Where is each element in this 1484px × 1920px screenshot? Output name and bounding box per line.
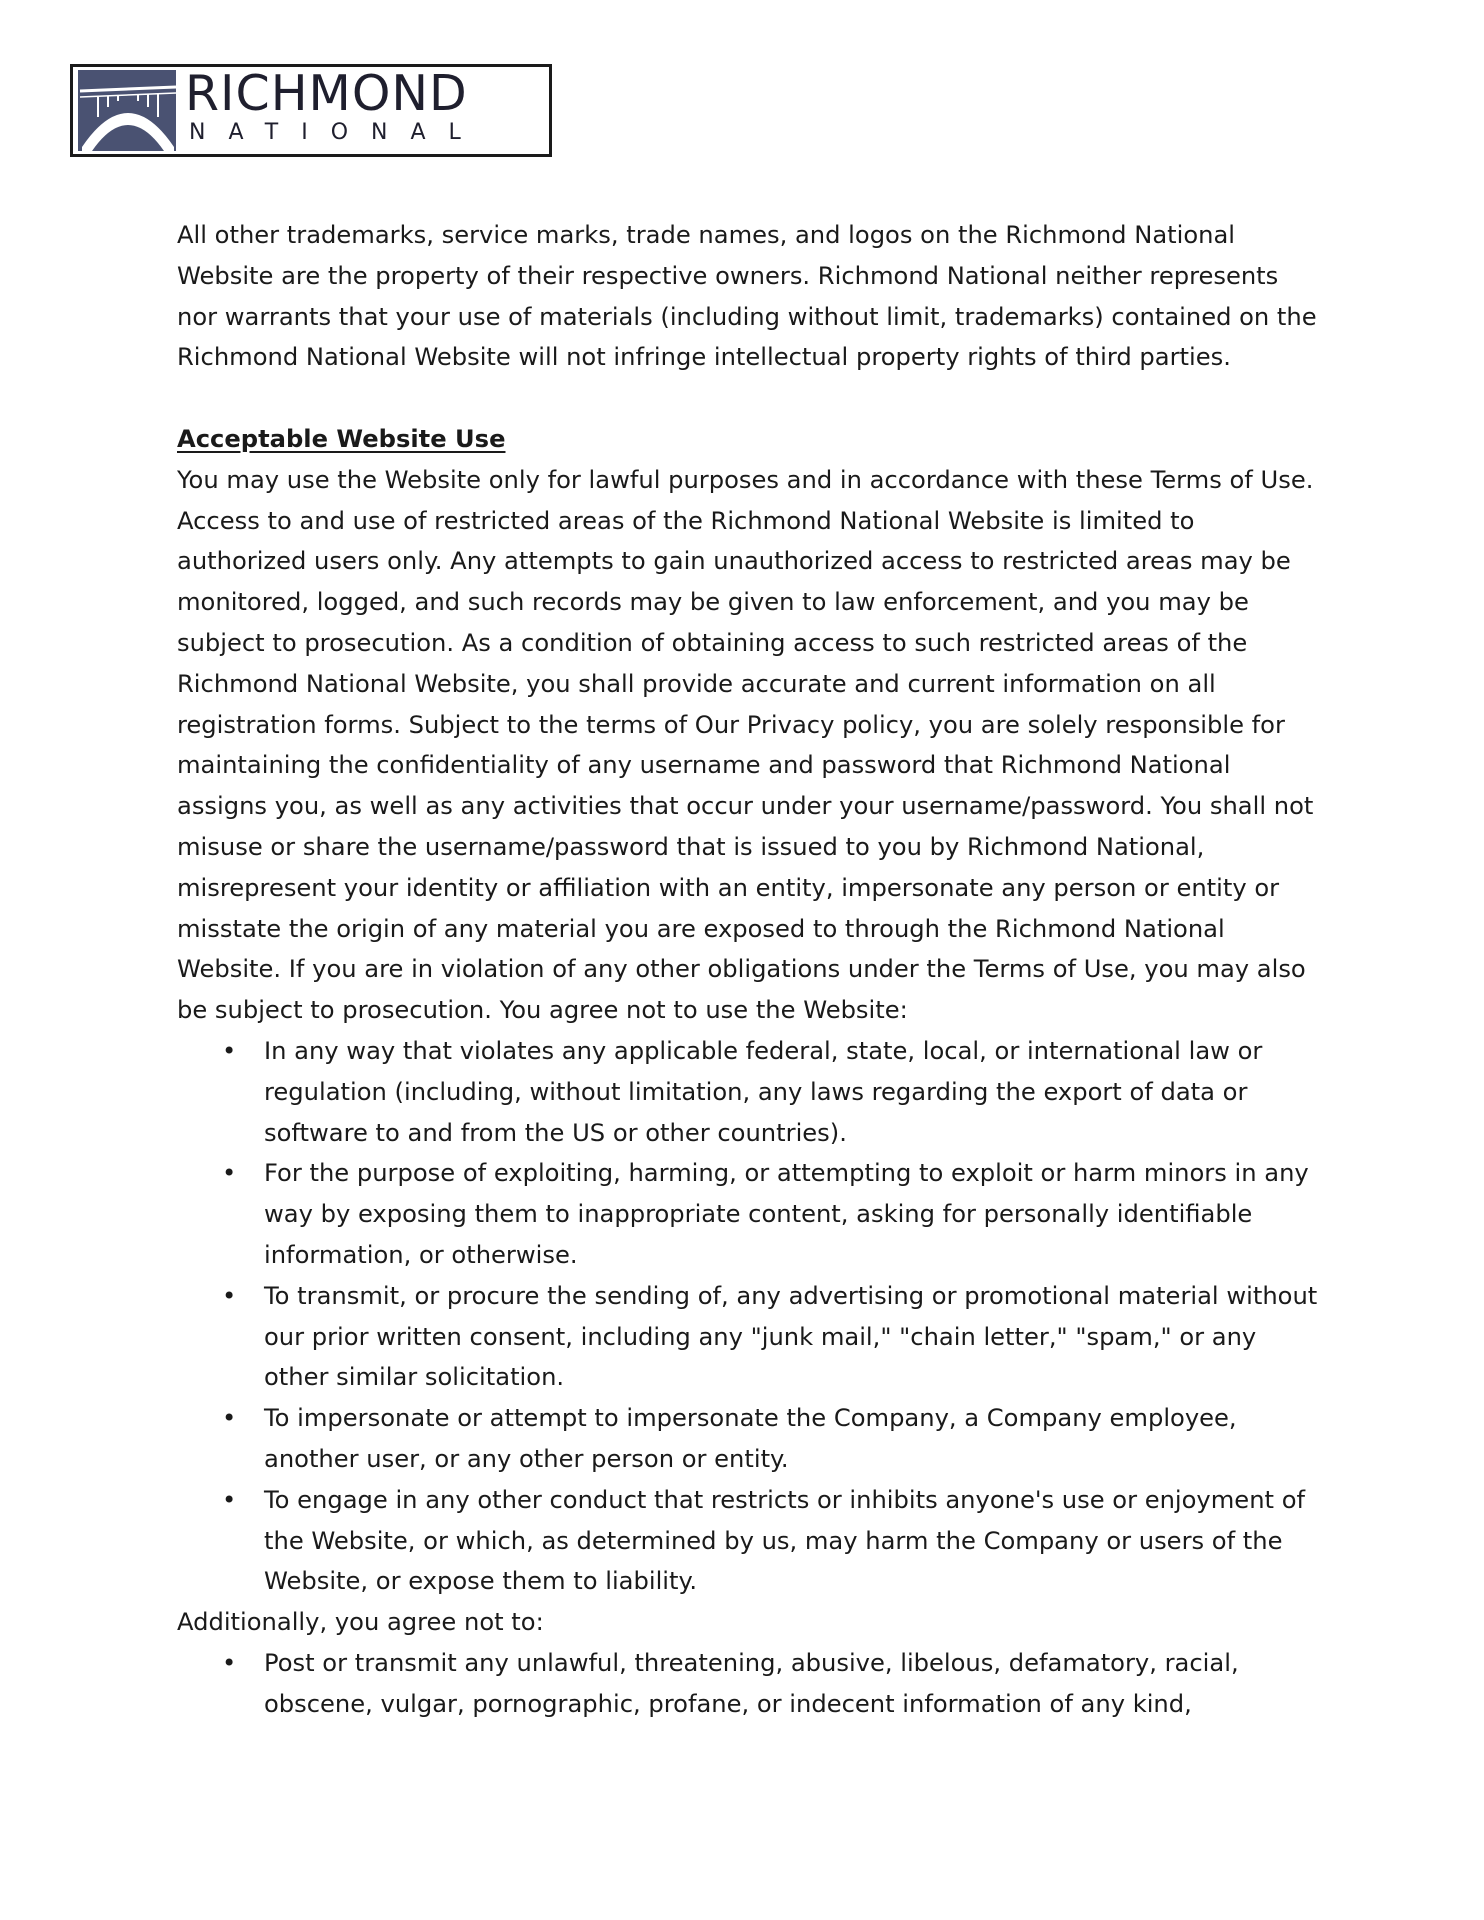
list-item bbox=[177, 1031, 1322, 1153]
list-item-text: For the purpose of exploiting, harming, or attempting to exploit or harm minors in any way by exposing them to inappropriate content, asking for personally identifiable information, or otherwise. bbox=[264, 1159, 1309, 1269]
richmond-national-logo bbox=[70, 64, 552, 157]
bullet-icon: • bbox=[222, 1281, 237, 1310]
list-item-text: To transmit, or procure the sending of, any advertising or promotional material without our prior written consent, including any "junk mail," "chain letter," "spam," or any other similar solicitation. bbox=[264, 1281, 1318, 1392]
bridge-arch-icon bbox=[78, 67, 178, 154]
paragraph-spacer bbox=[177, 378, 1322, 419]
list-item bbox=[177, 1153, 1322, 1275]
additional-intro: Additionally, you agree not to: bbox=[177, 1608, 544, 1637]
section-heading: Acceptable Website Use bbox=[177, 424, 506, 453]
list-item bbox=[177, 1480, 1322, 1602]
logo-subtitle: NATIONAL bbox=[189, 120, 484, 145]
trademark-paragraph: All other trademarks, service marks, trade names, and logos on the Richmond National Website are the property of their respective owners. Richmond National neither represents nor warrants that your use of materials (including without limit, trademarks) contained on the Richmond National Website will not infringe intellectual property rights of third parties. bbox=[177, 221, 1317, 372]
additional-prohibitions-list bbox=[177, 1643, 1322, 1725]
bullet-icon: • bbox=[222, 1159, 237, 1188]
bullet-icon: • bbox=[222, 1404, 237, 1433]
list-item bbox=[177, 1276, 1322, 1398]
list-item bbox=[177, 1643, 1322, 1725]
acceptable-use-paragraph: You may use the Website only for lawful purposes and in accordance with these Terms of Use. Access to and use of restricted areas of the Richmond National Website is limited to authorized users only. Any attempts to gain unauthorized access to restricted areas may be monitored, logged, and such records may be given to law enforcement, and you may be subject to prosecution. As a condition of obtaining access to such restricted areas of the Richmond National Website, you shall provide accurate and current information on all registration forms. Subject to the terms of Our Privacy policy, you are solely responsible for maintaining the confidentiality of any username and password that Richmond National assigns you, as well as any activities that occur under your username/password. You shall not misuse or share the username/password that is issued to you by Richmond National, misrepresent your identity or affiliation with an entity, impersonate any person or entity or misstate the origin of any material you are exposed to through the Richmond National Website. If you are in violation of any other obligations under the Terms of Use, you may also be subject to prosecution. You agree not to use the Website: bbox=[177, 465, 1314, 1025]
logo-text bbox=[185, 65, 484, 146]
prohibited-uses-list bbox=[177, 1031, 1322, 1602]
bullet-icon: • bbox=[222, 1036, 237, 1065]
list-item bbox=[177, 1398, 1322, 1480]
list-item-text: In any way that violates any applicable federal, state, local, or international law or regulation (including, without limitation, any laws regarding the export of data or software to and from the US or other countries). bbox=[264, 1036, 1263, 1147]
bullet-icon: • bbox=[222, 1485, 237, 1514]
bullet-icon: • bbox=[222, 1648, 237, 1677]
list-item-text: Post or transmit any unlawful, threatening, abusive, libelous, defamatory, racial, obscene, vulgar, pornographic, profane, or indecent information of any kind, bbox=[264, 1648, 1239, 1718]
list-item-text: To impersonate or attempt to impersonate the Company, a Company employee, another user, or any other person or entity. bbox=[264, 1404, 1237, 1473]
list-item-text: To engage in any other conduct that restricts or inhibits anyone's use or enjoyment of the Website, or which, as determined by us, may harm the Company or users of the Website, or expose them to liability. bbox=[264, 1485, 1306, 1596]
document-body bbox=[177, 215, 1322, 1724]
logo-wordmark: RICHMOND bbox=[185, 65, 468, 122]
